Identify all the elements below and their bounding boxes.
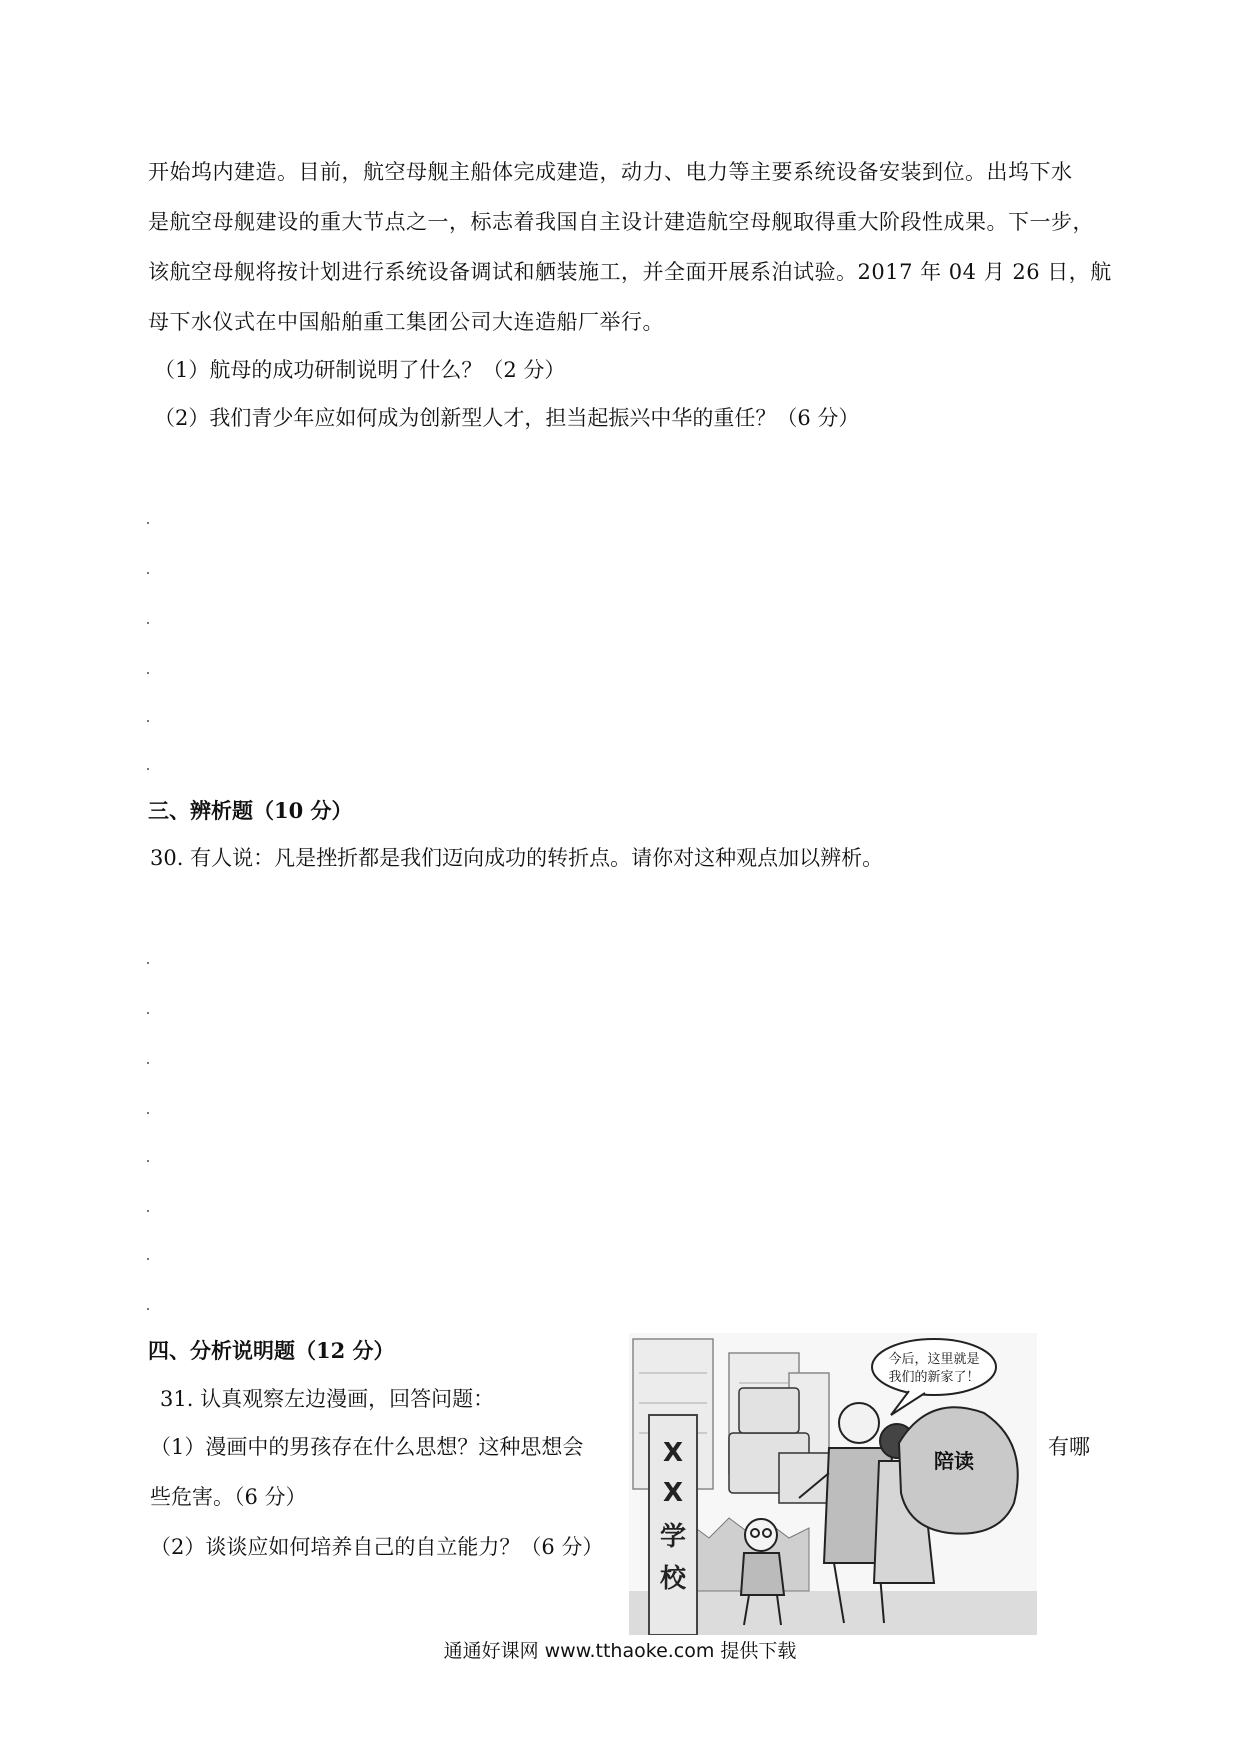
answer-mark — [147, 672, 149, 674]
q31-sub1-part-c: 些危害。（6 分） — [150, 1485, 307, 1509]
q31-intro: 31. 认真观察左边漫画，回答问题： — [160, 1387, 495, 1411]
passage-line-3: 该航空母舰将按计划进行系统设备调试和舾装施工，并全面开展系泊试验。2017 年 04 月 26 日，航 — [148, 260, 1112, 284]
answer-mark — [147, 962, 149, 964]
sign-char: X — [662, 1478, 684, 1508]
section-4-heading: 四、分析说明题（12 分） — [148, 1338, 395, 1363]
sign-char: 校 — [659, 1564, 687, 1594]
answer-mark — [147, 1012, 149, 1014]
answer-mark — [147, 1210, 149, 1212]
q29-sub1: （1）航母的成功研制说明了什么？（2 分） — [154, 358, 566, 382]
answer-mark — [147, 1308, 149, 1310]
section-3-heading: 三、辨析题（10 分） — [148, 798, 353, 823]
q31-sub1-part-b: 有哪 — [1048, 1435, 1090, 1459]
answer-mark — [147, 1160, 149, 1162]
answer-mark — [147, 622, 149, 624]
page-footer: 通通好课网 www.tthaoke.com 提供下载 — [443, 1640, 797, 1662]
answer-mark — [147, 720, 149, 722]
answer-mark — [147, 1112, 149, 1114]
answer-mark — [147, 572, 149, 574]
speech-line-2: 我们的新家了！ — [888, 1370, 980, 1385]
passage-line-2: 是航空母舰建设的重大节点之一，标志着我国自主设计建造航空母舰取得重大阶段性成果。下一步， — [148, 210, 1094, 234]
answer-mark — [147, 1062, 149, 1064]
passage-line-1: 开始坞内建造。目前，航空母舰主船体完成建造，动力、电力等主要系统设备安装到位。出坞下水 — [148, 160, 1073, 184]
q31-sub2: （2）谈谈应如何培养自己的自立能力？（6 分） — [150, 1535, 604, 1559]
passage-line-4: 母下水仪式在中国船舶重工集团公司大连造船厂举行。 — [148, 310, 664, 334]
answer-mark — [147, 522, 149, 524]
sign-char: 学 — [659, 1522, 687, 1552]
q31-sub1-part-a: （1）漫画中的男孩存在什么思想？这种思想会 — [150, 1435, 584, 1459]
q29-sub2: （2）我们青少年应如何成为创新型人才，担当起振兴中华的重任？（6 分） — [154, 406, 860, 430]
sack-label: 陪读 — [934, 1449, 974, 1473]
answer-mark — [147, 1258, 149, 1260]
answer-mark — [147, 768, 149, 770]
sign-char: X — [662, 1438, 684, 1468]
cartoon-illustration — [629, 1333, 1037, 1635]
speech-line-1: 今后，这里就是 — [888, 1352, 980, 1367]
q30-text: 30. 有人说：凡是挫折都是我们迈向成功的转折点。请你对这种观点加以辨析。 — [150, 846, 884, 870]
